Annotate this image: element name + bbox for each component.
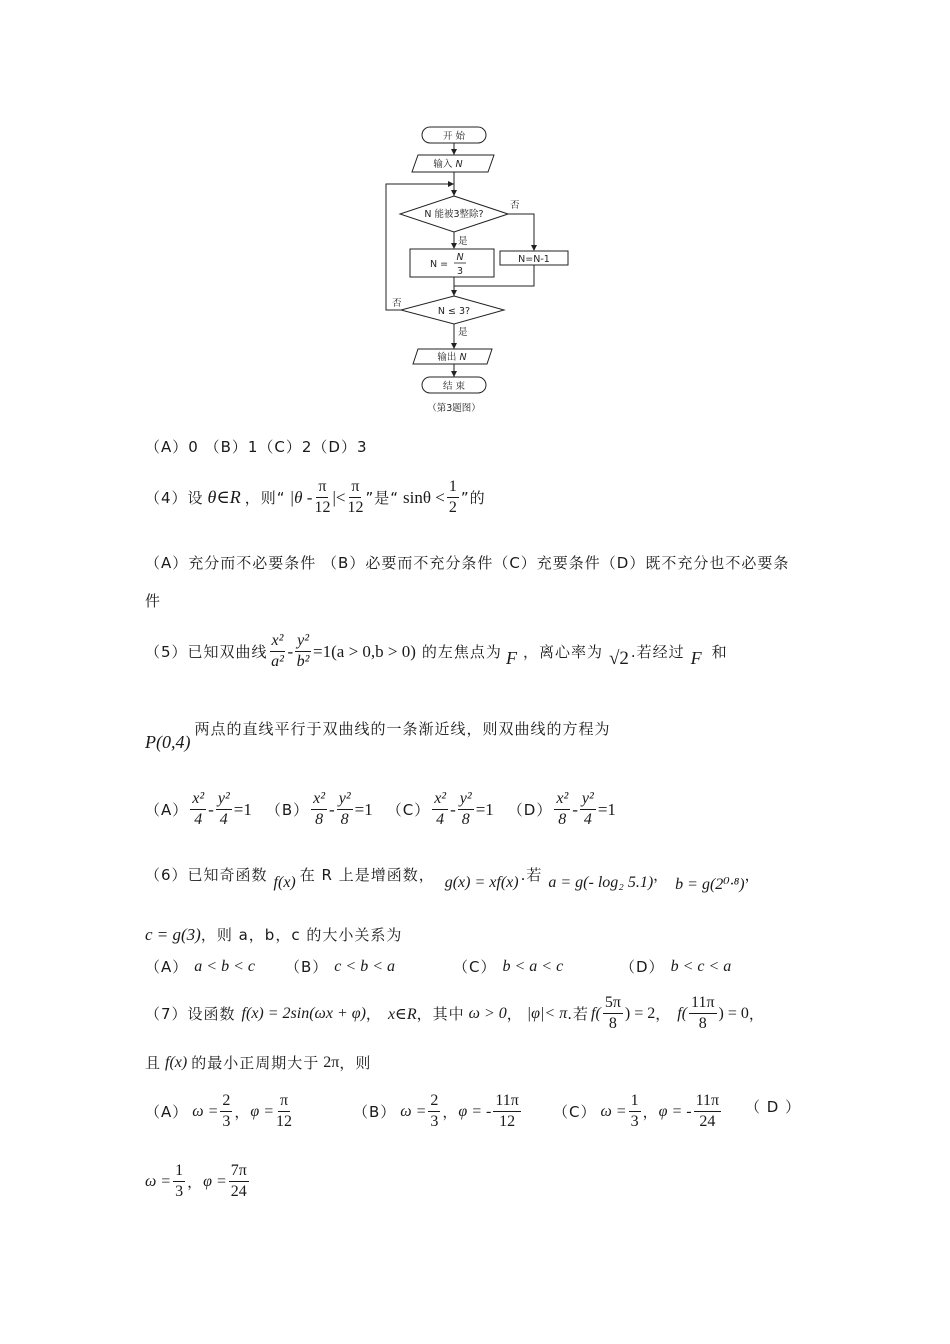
flow-assign-right-label: N=N-1 — [518, 254, 550, 265]
flow-decision1-label: N 能被3整除? — [424, 209, 484, 220]
q7-stem-line2: 且 f(x) 的最小正周期大于 2π ，则 — [145, 1053, 372, 1072]
q4-options-line1: （A）充分而不必要条件 （B）必要而不充分条件（C）充要条件（D）既不充分也不必要条 — [145, 554, 790, 572]
q4-frac2-pi-12: $\frac{\pi}{12}$ — [347, 478, 364, 517]
q7-frac-5pi-8: $\frac{5\pi}{8}$ — [604, 994, 621, 1033]
q6-option-b: （B） c < b < a — [285, 957, 395, 976]
q5-option-c: （C） $\frac{\text{x²}}{4}$ - $\frac{\text{y²}}{8}$ =1 — [386, 790, 494, 829]
q7-option-d-label: （ D ） — [745, 1098, 802, 1116]
flow-yes1-label: 是 — [458, 236, 468, 247]
q5-frac-y2-b2: $\frac{\text{y²}}{\text{b²}}$ — [296, 632, 310, 671]
flow-input-label: 输入 N — [433, 159, 463, 170]
q7-option-c: （C） ω = $\frac{1}{3}$ ， φ = - $\frac{11\pi}{24}$ — [553, 1092, 720, 1131]
q3-options: （A）0 （B）1（C）2（D）3 — [145, 438, 368, 456]
flow-yes2-label: 是 — [458, 327, 468, 338]
flow-decision2-label: N ≤ 3? — [437, 306, 471, 317]
q7-stem: （7）设函数 f(x) = 2sin(ωx + φ) ， x∈R ，其中 ω > 0 ， |φ|< π .若 f( $\frac{5\pi}{8}$ ) = 2 ， f( $\frac{11\pi}{8}$ ) = 0 ， — [145, 994, 765, 1033]
flow-no1-label: 否 — [510, 200, 520, 211]
q6-option-c: （C） b < a < c — [453, 957, 564, 976]
q7-option-a: （A） ω = $\frac{2}{3}$ ， φ = $\frac{\pi}{12}$ — [145, 1092, 293, 1131]
q5-options — [145, 790, 616, 830]
flow-assign-left-lhs: N = — [430, 259, 449, 270]
flowchart — [370, 120, 590, 420]
q6-stem-line2: c = g(3) ，则 a，b，c 的大小关系为 — [145, 924, 403, 944]
q6-option-d: （D） b < c < a — [620, 957, 732, 976]
q4-frac-1-2: $\frac{1}{2}$ — [448, 478, 457, 517]
q5-option-d: （D） $\frac{\text{x²}}{8}$ - $\frac{\text{y²}}{4}$ =1 — [507, 790, 616, 829]
q4-frac-pi-12: $\frac{\pi}{12}$ — [314, 478, 331, 517]
q5-option-b: （B） $\frac{\text{x²}}{8}$ - $\frac{\text{y²}}{8}$ =1 — [265, 790, 373, 829]
flow-assign-left-den: 3 — [456, 266, 464, 277]
q4-stem: （4）设 θ∈R ，则“ |θ - $\frac{\pi}{12}$ |< $\frac{\pi}{12}$ ”是“ sinθ < $\frac{1}{2}$ ”的 — [145, 478, 486, 517]
q5-stem: （5）已知双曲线 $\frac{\text{x²}}{\text{a²}}$ - $\frac{\text{y²}}{\text{b²}}$ =1(a > 0,b > 0) 的左焦点为 F ，离心率为 √2 .若经过 F 和 — [145, 632, 728, 671]
flow-assign-left-num: N — [456, 252, 464, 263]
q5-option-a: （A） $\frac{\text{x²}}{4}$ - $\frac{\text{y²}}{4}$ =1 — [145, 790, 252, 829]
flow-output-label: 输出 N — [437, 352, 467, 363]
q7-option-d: ω = $\frac{1}{3}$ ， φ = $\frac{7\pi}{24}$ — [145, 1162, 247, 1201]
q6-option-a: （A） a < b < c — [145, 957, 255, 976]
flow-end-label: 结 束 — [442, 381, 466, 392]
flow-caption: （第3题图） — [427, 403, 481, 414]
q5-stem-line2: P(0,4) 两点的直线平行于双曲线的一条渐近线，则双曲线的方程为 — [145, 720, 611, 752]
flow-no2-label: 否 — [392, 298, 402, 309]
q6-stem: （6）已知奇函数 f(x) 在 R 上是增函数， g(x) = xf(x) .若 a = g(- log₂ 5.1) ， b = g(2⁰·⁸) ， — [145, 866, 761, 893]
q5-frac-x2-a2: $\frac{\text{x²}}{\text{a²}}$ — [271, 632, 284, 671]
q7-frac-11pi-8: $\frac{11\pi}{8}$ — [691, 994, 715, 1033]
flow-assign-divide — [410, 249, 494, 277]
q7-option-b: （B） ω = $\frac{2}{3}$ ， φ = - $\frac{11\pi}{12}$ — [353, 1092, 519, 1131]
q4-options-line2: 件 — [145, 592, 162, 610]
flow-start-label: 开 始 — [442, 131, 466, 142]
